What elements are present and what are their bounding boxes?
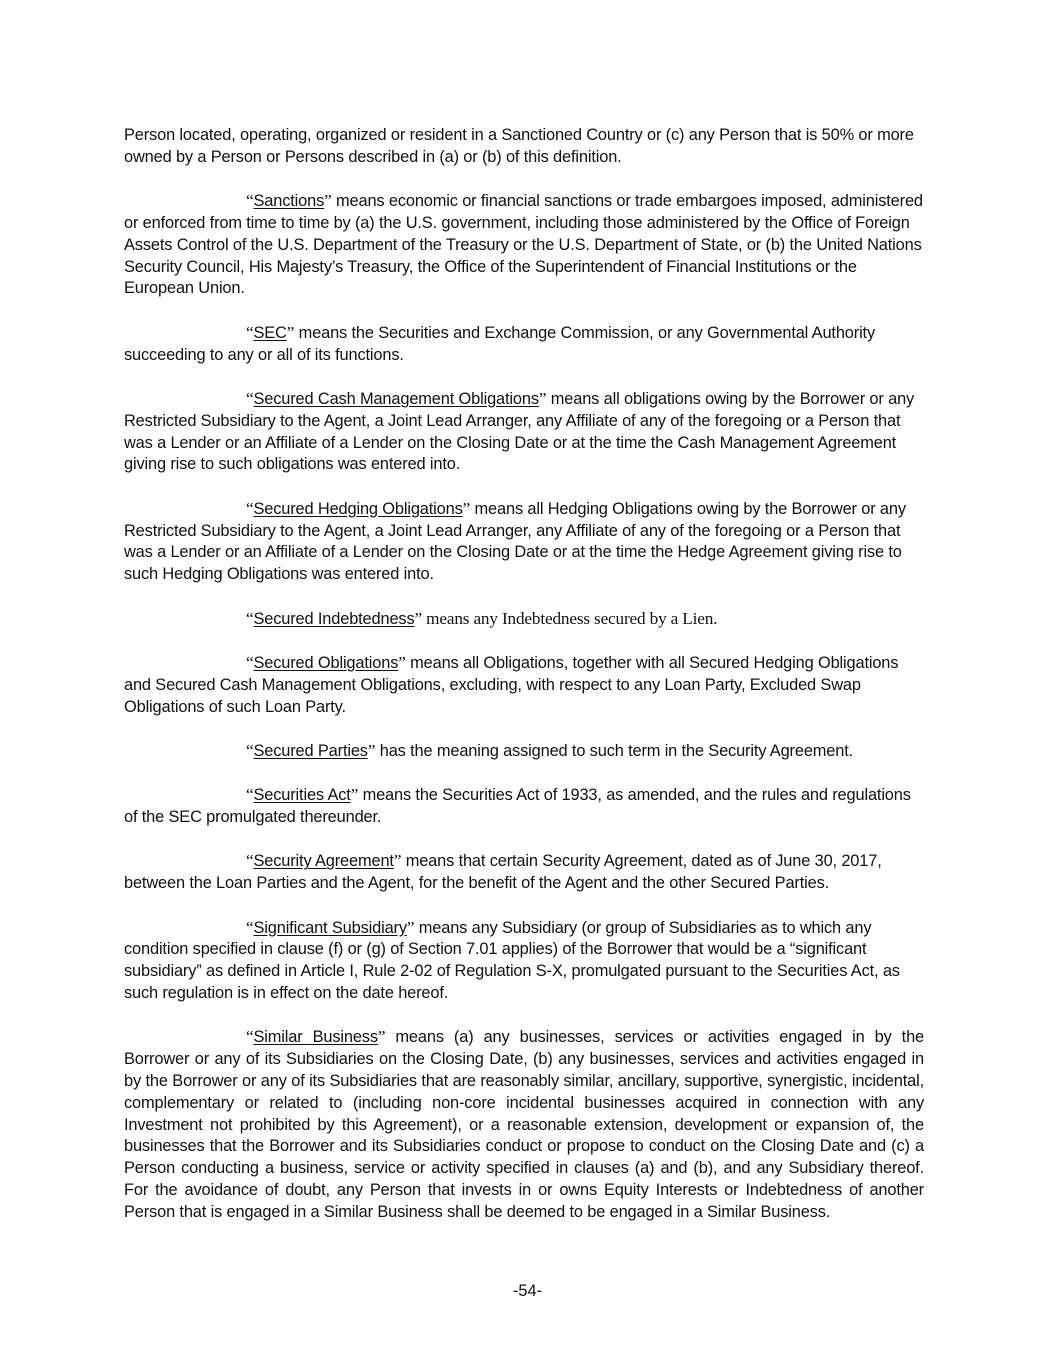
definition-significant-subsidiary: “Significant Subsidiary” means any Subsidiary (or group of Subsidiaries as to which any condition specified in clause (f) or (g) of Section 7.01 applies) of the Borrower that would be a “significant subsidiary” as defined in Article I, Rule 2-02 of Regulation S-X, promulgated pursuant to the Securities Act, as such regulation is in effect on the date hereof.: [124, 917, 900, 1003]
defined-term: Secured Parties: [253, 741, 368, 760]
definition-body: means all Obligations, together with all Secured Hedging Obligations and Secured Cash Management Obligations, excluding, with respect to any Loan Party, Excluded Swap Obligations of such Loan Party.: [124, 653, 899, 716]
document-page: [124, 125, 924, 1245]
defined-term: Security Agreement: [253, 852, 394, 871]
definition-body: has the meaning assigned to such term in the Security Agreement.: [375, 741, 854, 760]
defined-term: Similar Business: [253, 1028, 378, 1047]
defined-term: Sanctions: [253, 192, 325, 211]
definition-body: means economic or financial sanctions or trade embargoes imposed, administered or enforced from time to time by (a) the U.S. government, including those administered by the Office of Foreign Assets Control of the U.S. Department of the Treasury or the U.S. Department of State, or (b) the United Nations Security Council, His Majesty’s Treasury, the Office of the Superintendent of Financial Institutions or the European Union.: [124, 192, 923, 298]
definition-sanctions: “Sanctions” means economic or financial sanctions or trade embargoes imposed, administered or enforced from time to time by (a) the U.S. government, including those administered by the Office of Foreign Assets Control of the U.S. Department of the Treasury or the U.S. Department of State, or (b) the United Nations Security Council, His Majesty’s Treasury, the Office of the Superintendent of Financial Institutions or the European Union.: [124, 191, 923, 298]
definition-secured-obligations: “Secured Obligations” means all Obligations, together with all Secured Hedging Obligations and Secured Cash Management Obligations, excluding, with respect to any Loan Party, Excluded Swap Obligations of such Loan Party.: [124, 652, 899, 716]
definition-body: means all Hedging Obligations owing by the Borrower or any Restricted Subsidiary to the Agent, a Joint Lead Arranger, any Affiliate of any of the foregoing or a Person that was a Lender or an Affiliate of a Lender on the Closing Date or at the time the Hedge Agreement giving rise to such Hedging Obligations was entered into.: [124, 499, 906, 584]
paragraph-continued-definition: Person located, operating, organized or resident in a Sanctioned Country or (c) any Person that is 50% or more owned by a Person or Persons described in (a) or (b) of this definition.: [124, 126, 914, 166]
defined-term: SEC: [253, 323, 287, 342]
definition-body: means any Subsidiary (or group of Subsidiaries as to which any condition specified in clause (f) or (g) of Section 7.01 applies) of the Borrower that would be a “significant subsidiary” as defined in Article I, Rule 2-02 of Regulation S-X, promulgated pursuant to the Securities Act, as such regulation is in effect on the date hereof.: [124, 918, 900, 1003]
definition-similar-business: “Similar Business” means (a) any businesses, services or activities engaged in by the Borrower or any of its Subsidiaries on the Closing Date, (b) any businesses, services and activities engaged in by the Borrower or any of its Subsidiaries that are reasonably similar, ancillary, supportive, synergistic, incidental, complementary or related to (including non-core incidental businesses acquired in connection with any Investment not prohibited by this Agreement), or a reasonable extension, development or expansion of, the businesses that the Borrower and its Subsidiaries conduct or propose to conduct on the Closing Date and (c) a Person conducting a business, service or activity specified in clauses (a) and (b), and any Subsidiary thereof. For the avoidance of doubt, any Person that invests in or owns Equity Interests or Indebtedness of another Person that is engaged in a Similar Business shall be deemed to be engaged in a Similar Business.: [124, 1027, 925, 1221]
definition-body: means that certain Security Agreement, dated as of June 30, 2017, between the Loan Parties and the Agent, for the benefit of the Agent and the other Secured Parties.: [124, 852, 882, 893]
definition-secured-indebtedness: “Secured Indebtedness” means any Indebtedness secured by a Lien.: [246, 608, 718, 628]
definition-secured-hedging-obligations: “Secured Hedging Obligations” means all Hedging Obligations owing by the Borrower or any Restricted Subsidiary to the Agent, a Joint Lead Arranger, any Affiliate of any of the foregoing or a Person that was a Lender or an Affiliate of a Lender on the Closing Date or at the time the Hedge Agreement giving rise to such Hedging Obligations was entered into.: [124, 498, 906, 584]
definition-sec: “SEC” means the Securities and Exchange Commission, or any Governmental Authority succeeding to any or all of its functions.: [124, 322, 876, 364]
defined-term: Secured Obligations: [253, 653, 399, 672]
defined-term: Secured Indebtedness: [253, 609, 415, 628]
definition-body: means all obligations owing by the Borrower or any Restricted Subsidiary to the Agent, a Joint Lead Arranger, any Affiliate of any of the foregoing or a Person that was a Lender or an Affiliate of a Lender on the Closing Date or at the time the Cash Management Agreement giving rise to such obligations was entered into.: [124, 389, 915, 474]
definition-security-agreement: “Security Agreement” means that certain Security Agreement, dated as of June 30, 2017, between the Loan Parties and the Agent, for the benefit of the Agent and the other Secured Parties.: [124, 851, 882, 893]
defined-term: Secured Hedging Obligations: [253, 499, 463, 518]
definition-body: means (a) any businesses, services or activities engaged in by the Borrower or any of its Subsidiaries on the Closing Date, (b) any businesses, services and activities engaged in by the Borrower or any of its Subsidiaries that are reasonably similar, ancillary, supportive, synergistic, incidental, complementary or related to (including non-core incidental businesses acquired in connection with any Investment not prohibited by this Agreement), or a reasonable extension, development or expansion of, the businesses that the Borrower and its Subsidiaries conduct or propose to conduct on the Closing Date and (c) a Person conducting a business, service or activity specified in clauses (a) and (b), and any Subsidiary thereof. For the avoidance of doubt, any Person that invests in or owns Equity Interests or Indebtedness of another Person that is engaged in a Similar Business shall be deemed to be engaged in a Similar Business.: [124, 1028, 925, 1221]
definition-securities-act: “Securities Act” means the Securities Act of 1933, as amended, and the rules and regulations of the SEC promulgated thereunder.: [124, 785, 911, 827]
defined-term: Securities Act: [253, 786, 351, 805]
defined-term: Significant Subsidiary: [253, 918, 407, 937]
page-number: -54-: [512, 1282, 543, 1300]
definition-body: means the Securities Act of 1933, as amended, and the rules and regulations of the SEC promulgated thereunder.: [124, 786, 911, 827]
definition-secured-parties: “Secured Parties” has the meaning assigned to such term in the Security Agreement.: [246, 740, 854, 760]
definition-body: means any Indebtedness secured by a Lien.: [422, 608, 718, 628]
definition-secured-cash-management-obligations: “Secured Cash Management Obligations” means all obligations owing by the Borrower or any Restricted Subsidiary to the Agent, a Joint Lead Arranger, any Affiliate of any of the foregoing or a Person that was a Lender or an Affiliate of a Lender on the Closing Date or at the time the Cash Management Agreement giving rise to such obligations was entered into.: [124, 388, 915, 474]
definition-body: means the Securities and Exchange Commission, or any Governmental Authority succeeding to any or all of its functions.: [124, 323, 876, 364]
defined-term: Secured Cash Management Obligations: [253, 389, 539, 408]
